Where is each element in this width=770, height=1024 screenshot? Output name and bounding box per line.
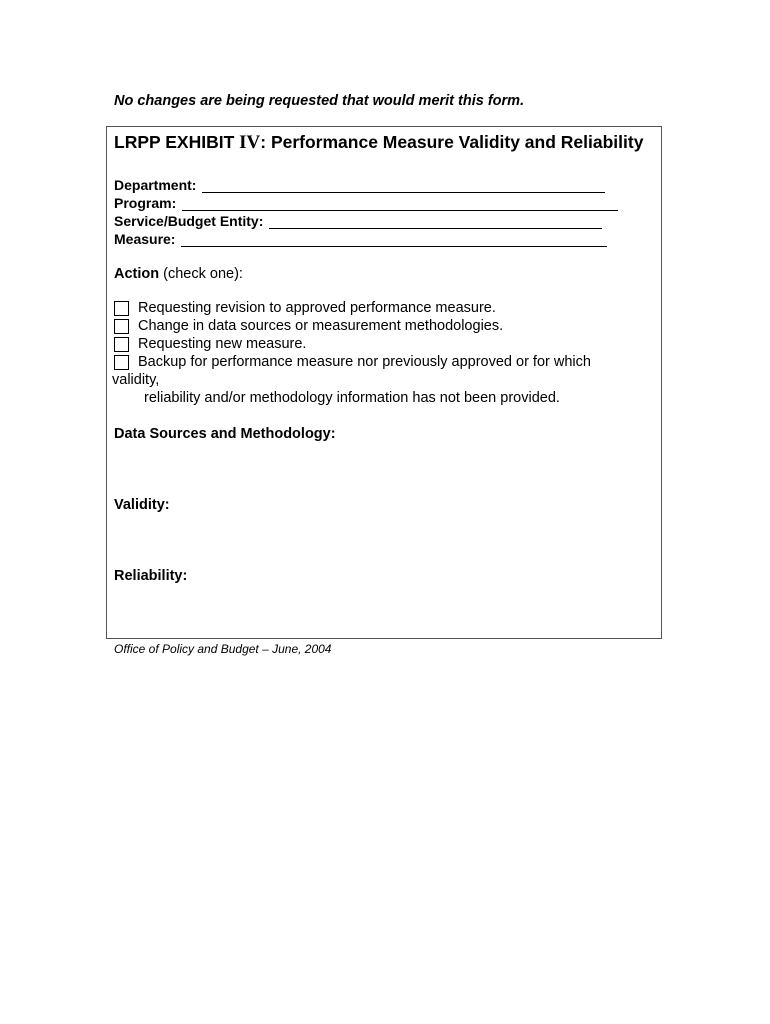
checkbox-new-measure[interactable] [114,337,129,352]
title-roman-numeral: IV [239,132,261,153]
option-revision-label: Requesting revision to approved performance measure. [138,300,496,316]
footer-text: Office of Policy and Budget – June, 2004 [114,642,332,656]
checkbox-backup[interactable] [114,355,129,370]
option-backup-label: Backup for performance measure nor previously approved or for which [138,354,591,370]
data-sources-methodology-heading: Data Sources and Methodology: [114,426,336,442]
action-hint: (check one): [159,266,243,282]
department-field [114,177,605,193]
option-backup[interactable] [114,354,591,370]
reliability-heading: Reliability: [114,568,188,584]
checkbox-revision[interactable] [114,301,129,316]
measure-field [114,231,607,247]
title-prefix: LRPP EXHIBIT [114,132,240,152]
checkbox-data-sources-change[interactable] [114,319,129,334]
program-label: Program: [114,195,177,211]
department-input-line[interactable] [202,180,605,193]
title-suffix: : Performance Measure Validity and Reliability [260,132,644,152]
program-input-line[interactable] [182,198,618,211]
action-heading [114,266,243,282]
service-budget-entity-input-line[interactable] [269,216,602,229]
validity-heading: Validity: [114,497,170,513]
service-budget-entity-label: Service/Budget Entity: [114,213,264,229]
exhibit-form [106,126,662,639]
form-title [114,132,643,154]
option-revision[interactable] [114,300,496,316]
option-data-sources-change[interactable] [114,318,503,334]
option-new-measure[interactable] [114,336,306,352]
measure-label: Measure: [114,231,176,247]
option-backup-wrap-1: validity, [112,372,160,388]
option-backup-wrap-2: reliability and/or methodology information has not been provided. [144,390,560,406]
department-label: Department: [114,177,197,193]
service-budget-entity-field [114,213,602,229]
program-field [114,195,618,211]
option-new-measure-label: Requesting new measure. [138,336,307,352]
notice-text: No changes are being requested that would merit this form. [114,93,525,109]
option-data-sources-change-label: Change in data sources or measurement methodologies. [138,318,504,334]
measure-input-line[interactable] [181,234,607,247]
action-label: Action [114,266,160,282]
